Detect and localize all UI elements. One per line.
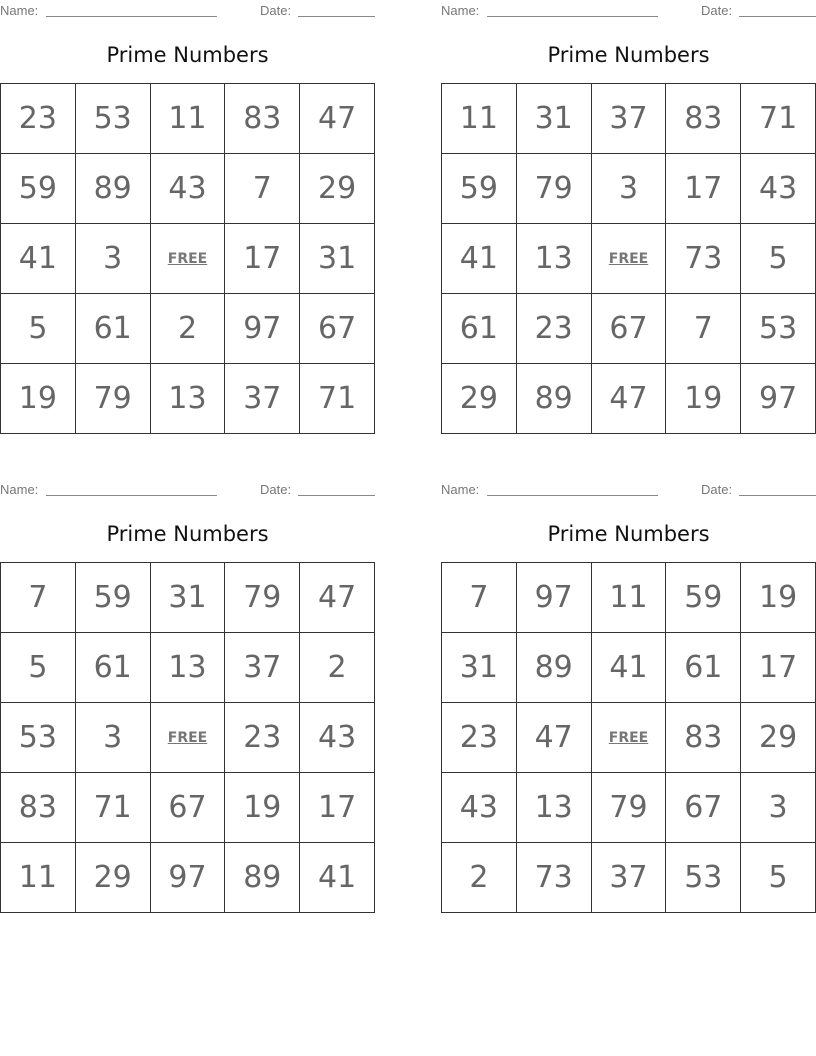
bingo-grid xyxy=(441,83,816,434)
grid-row xyxy=(442,563,816,633)
grid-row xyxy=(442,843,816,913)
grid-row xyxy=(1,563,375,633)
grid-cell: 59 xyxy=(1,154,76,224)
grid-cell: 2 xyxy=(150,294,225,364)
bingo-grid xyxy=(0,562,375,913)
grid-row xyxy=(442,154,816,224)
grid-cell: 5 xyxy=(741,224,816,294)
grid-cell: 61 xyxy=(666,633,741,703)
grid-cell: 67 xyxy=(150,773,225,843)
grid-row xyxy=(1,364,375,434)
grid-cell: 13 xyxy=(516,773,591,843)
grid-cell: 5 xyxy=(1,294,76,364)
grid-cell: 97 xyxy=(741,364,816,434)
date-label: Date: xyxy=(701,3,733,18)
grid-cell: 79 xyxy=(591,773,666,843)
grid-row xyxy=(1,294,375,364)
grid-cell: 11 xyxy=(1,843,76,913)
grid-cell: 31 xyxy=(516,84,591,154)
grid-cell: 3 xyxy=(75,703,150,773)
grid-cell: 3 xyxy=(591,154,666,224)
grid-cell: 71 xyxy=(75,773,150,843)
grid-cell: 31 xyxy=(442,633,517,703)
grid-row xyxy=(442,294,816,364)
card-title: Prime Numbers xyxy=(547,522,710,546)
grid-cell: 61 xyxy=(442,294,517,364)
grid-cell: 3 xyxy=(75,224,150,294)
grid-cell: 2 xyxy=(442,843,517,913)
grid-cell: 17 xyxy=(741,633,816,703)
grid-cell: 7 xyxy=(1,563,76,633)
grid-cell: 47 xyxy=(516,703,591,773)
grid-cell: 37 xyxy=(225,633,300,703)
grid-row xyxy=(442,364,816,434)
grid-row xyxy=(442,633,816,703)
grid-cell: 47 xyxy=(300,84,375,154)
grid-cell: 3 xyxy=(741,773,816,843)
date-blank-line xyxy=(739,495,816,496)
grid-cell: 11 xyxy=(150,84,225,154)
grid-cell: 41 xyxy=(442,224,517,294)
grid-cell: 7 xyxy=(442,563,517,633)
free-space-cell: FREE xyxy=(591,224,666,294)
grid-cell: 89 xyxy=(516,364,591,434)
grid-cell: 29 xyxy=(741,703,816,773)
free-space-cell: FREE xyxy=(150,703,225,773)
free-space-cell: FREE xyxy=(150,224,225,294)
grid-cell: 17 xyxy=(666,154,741,224)
grid-cell: 47 xyxy=(591,364,666,434)
grid-row xyxy=(1,224,375,294)
card-header-fields xyxy=(0,3,375,19)
grid-cell: 41 xyxy=(591,633,666,703)
grid-cell: 71 xyxy=(300,364,375,434)
name-label: Name: xyxy=(441,3,480,18)
grid-row xyxy=(442,773,816,843)
grid-cell: 23 xyxy=(1,84,76,154)
grid-cell: 83 xyxy=(666,703,741,773)
card-title: Prime Numbers xyxy=(106,43,269,67)
name-label: Name: xyxy=(441,482,480,497)
grid-cell: 5 xyxy=(1,633,76,703)
grid-cell: 31 xyxy=(150,563,225,633)
date-blank-line xyxy=(739,16,816,17)
grid-cell: 71 xyxy=(741,84,816,154)
grid-cell: 7 xyxy=(225,154,300,224)
grid-cell: 83 xyxy=(1,773,76,843)
grid-cell: 89 xyxy=(516,633,591,703)
grid-cell: 13 xyxy=(516,224,591,294)
bingo-card xyxy=(441,479,816,913)
grid-cell: 89 xyxy=(225,843,300,913)
grid-row xyxy=(442,224,816,294)
grid-cell: 97 xyxy=(516,563,591,633)
card-header-fields xyxy=(441,3,816,19)
grid-cell: 31 xyxy=(300,224,375,294)
grid-cell: 43 xyxy=(150,154,225,224)
grid-cell: 29 xyxy=(442,364,517,434)
grid-cell: 73 xyxy=(516,843,591,913)
grid-cell: 37 xyxy=(591,84,666,154)
grid-cell: 41 xyxy=(1,224,76,294)
grid-cell: 79 xyxy=(516,154,591,224)
grid-cell: 67 xyxy=(591,294,666,364)
grid-cell: 59 xyxy=(75,563,150,633)
name-label: Name: xyxy=(0,3,39,18)
grid-cell: 23 xyxy=(516,294,591,364)
grid-cell: 2 xyxy=(300,633,375,703)
name-blank-line xyxy=(46,16,217,17)
date-blank-line xyxy=(298,495,375,496)
date-label: Date: xyxy=(701,482,733,497)
grid-cell: 47 xyxy=(300,563,375,633)
grid-cell: 37 xyxy=(225,364,300,434)
card-title: Prime Numbers xyxy=(547,43,710,67)
date-label: Date: xyxy=(260,482,292,497)
grid-cell: 61 xyxy=(75,294,150,364)
grid-cell: 83 xyxy=(666,84,741,154)
grid-cell: 23 xyxy=(442,703,517,773)
grid-cell: 23 xyxy=(225,703,300,773)
grid-cell: 83 xyxy=(225,84,300,154)
name-blank-line xyxy=(46,495,217,496)
grid-row xyxy=(1,84,375,154)
name-blank-line xyxy=(487,495,658,496)
grid-cell: 19 xyxy=(225,773,300,843)
card-header-fields xyxy=(441,482,816,498)
name-blank-line xyxy=(487,16,658,17)
grid-cell: 59 xyxy=(442,154,517,224)
bingo-card xyxy=(0,479,375,913)
grid-cell: 11 xyxy=(591,563,666,633)
card-title: Prime Numbers xyxy=(106,522,269,546)
grid-cell: 67 xyxy=(666,773,741,843)
grid-cell: 29 xyxy=(75,843,150,913)
grid-cell: 43 xyxy=(442,773,517,843)
grid-cell: 53 xyxy=(1,703,76,773)
grid-cell: 17 xyxy=(300,773,375,843)
grid-row xyxy=(1,843,375,913)
date-blank-line xyxy=(298,16,375,17)
bingo-grid xyxy=(0,83,375,434)
grid-cell: 59 xyxy=(666,563,741,633)
grid-cell: 53 xyxy=(666,843,741,913)
grid-row xyxy=(442,703,816,773)
free-space-cell: FREE xyxy=(591,703,666,773)
bingo-grid xyxy=(441,562,816,913)
card-header-fields xyxy=(0,482,375,498)
grid-row xyxy=(1,633,375,703)
grid-row xyxy=(1,773,375,843)
grid-cell: 41 xyxy=(300,843,375,913)
grid-cell: 43 xyxy=(741,154,816,224)
bingo-card xyxy=(441,0,816,434)
grid-cell: 29 xyxy=(300,154,375,224)
grid-cell: 53 xyxy=(75,84,150,154)
grid-cell: 79 xyxy=(225,563,300,633)
grid-cell: 5 xyxy=(741,843,816,913)
grid-row xyxy=(1,154,375,224)
grid-cell: 61 xyxy=(75,633,150,703)
grid-cell: 43 xyxy=(300,703,375,773)
grid-row xyxy=(1,703,375,773)
grid-cell: 37 xyxy=(591,843,666,913)
grid-cell: 19 xyxy=(666,364,741,434)
grid-cell: 7 xyxy=(666,294,741,364)
grid-cell: 13 xyxy=(150,633,225,703)
grid-cell: 97 xyxy=(225,294,300,364)
date-label: Date: xyxy=(260,3,292,18)
grid-cell: 67 xyxy=(300,294,375,364)
grid-row xyxy=(442,84,816,154)
grid-cell: 17 xyxy=(225,224,300,294)
grid-cell: 13 xyxy=(150,364,225,434)
bingo-card xyxy=(0,0,375,434)
grid-cell: 19 xyxy=(741,563,816,633)
grid-cell: 73 xyxy=(666,224,741,294)
grid-cell: 89 xyxy=(75,154,150,224)
grid-cell: 53 xyxy=(741,294,816,364)
grid-cell: 79 xyxy=(75,364,150,434)
grid-cell: 97 xyxy=(150,843,225,913)
grid-cell: 11 xyxy=(442,84,517,154)
grid-cell: 19 xyxy=(1,364,76,434)
name-label: Name: xyxy=(0,482,39,497)
